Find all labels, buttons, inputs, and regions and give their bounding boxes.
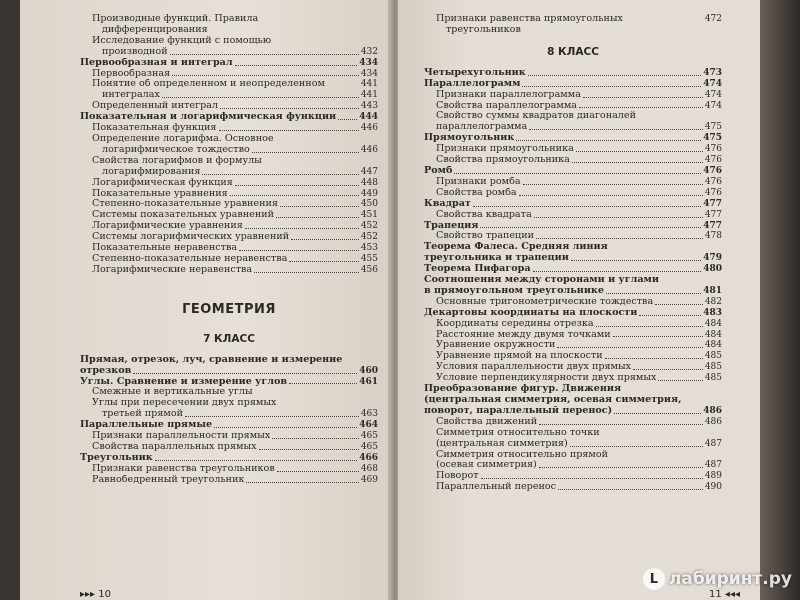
- toc-entry: [80, 178, 378, 189]
- toc-entry-page: 484: [704, 340, 722, 351]
- toc-entry-title: Основные тригонометрические тождества: [436, 296, 654, 307]
- toc-leader-dots: [606, 293, 701, 294]
- toc-entry-title: Признаки равенства треугольников: [92, 463, 275, 474]
- toc-entry: [80, 156, 378, 167]
- toc-entry-page: 464: [359, 420, 378, 431]
- toc-entry-page: 466: [359, 452, 378, 463]
- class-heading-7: 7 КЛАСС: [203, 332, 255, 345]
- toc-leader-dots: [614, 413, 701, 414]
- toc-entry: [424, 297, 722, 308]
- toc-entry: [424, 242, 722, 253]
- toc-entry-page: 489: [704, 471, 722, 482]
- toc-entry: [424, 471, 722, 482]
- toc-entry-title: Показательная и логарифмическая функции: [80, 112, 337, 123]
- toc-entry-title: Уравнение прямой на плоскости: [436, 351, 603, 362]
- toc-entry: [80, 464, 378, 475]
- toc-entry-page: 452: [360, 232, 378, 243]
- toc-entry: [80, 431, 378, 442]
- toc-entry-page: 443: [360, 101, 378, 112]
- toc-entry-page: 450: [360, 199, 378, 210]
- toc-entry-page: 469: [360, 474, 378, 485]
- toc-entry-title: Системы показательных уравнений: [92, 210, 275, 221]
- toc-entry: [80, 189, 378, 200]
- toc-leader-dots: [557, 347, 702, 348]
- toc-entry: [424, 406, 722, 417]
- toc-entry: [80, 442, 378, 453]
- toc-entry-title: Теорема Фалеса. Средняя линия: [424, 242, 608, 253]
- toc-entry-page: 444: [359, 112, 378, 123]
- toc-entry: [424, 166, 722, 177]
- toc-entry: [80, 101, 378, 112]
- toc-entry: [424, 275, 722, 286]
- toc-entry: [80, 377, 378, 388]
- toc-leader-dots: [155, 460, 357, 461]
- toc-entry-page: 476: [704, 144, 722, 155]
- toc-entry-page: 479: [703, 253, 722, 264]
- toc-entry-title: Прямоугольник: [424, 133, 515, 144]
- toc-list-grade7: [80, 355, 378, 486]
- toc-entry-title: Координаты середины отрезка: [436, 318, 594, 329]
- toc-entry-title: Равнобедренный треугольник: [92, 474, 245, 485]
- toc-entry-page: 486: [703, 405, 722, 416]
- toc-list-grade8: [424, 68, 722, 493]
- labirint-logo-icon: L: [643, 568, 665, 590]
- toc-entry-page: 474: [703, 78, 722, 89]
- toc-entry: [80, 398, 378, 409]
- toc-entry: [424, 90, 722, 101]
- toc-leader-dots: [534, 217, 703, 218]
- toc-entry-page: 434: [359, 57, 378, 68]
- toc-entry-title: (осевая симметрия): [436, 460, 537, 471]
- toc-entry: [80, 420, 378, 431]
- toc-entry: [424, 14, 722, 25]
- toc-entry-page: 487: [704, 438, 722, 449]
- toc-entry: [424, 177, 722, 188]
- toc-leader-dots: [277, 471, 359, 472]
- toc-entry: [80, 58, 378, 69]
- toc-entry-title: Свойство суммы квадратов диагоналей: [436, 111, 636, 122]
- page-number-right: 11 ◂◂◂: [709, 589, 740, 600]
- toc-leader-dots: [289, 261, 359, 262]
- toc-entry-page: 463: [360, 409, 378, 420]
- toc-entry-title: Свойство трапеции: [436, 231, 535, 242]
- toc-leader-dots: [162, 97, 359, 98]
- toc-entry: [80, 409, 378, 420]
- toc-leader-dots: [454, 173, 701, 174]
- toc-entry-page: 477: [703, 198, 722, 209]
- toc-entry: [424, 439, 722, 450]
- toc-leader-dots: [539, 424, 703, 425]
- toc-entry: [80, 14, 378, 25]
- toc-entry-page: 482: [704, 296, 722, 307]
- toc-entry: [424, 122, 722, 133]
- toc-entry: [80, 25, 378, 36]
- toc-entry-title: Параллельный перенос: [436, 482, 557, 493]
- toc-entry-page: 483: [703, 307, 722, 318]
- toc-entry-page: 476: [703, 165, 722, 176]
- toc-leader-dots: [633, 369, 703, 370]
- toc-entry: [80, 387, 378, 398]
- background-edge: [760, 0, 800, 600]
- toc-entry: [80, 36, 378, 47]
- toc-leader-dots: [259, 449, 359, 450]
- toc-entry-title: Симметрия относительно прямой: [436, 449, 609, 460]
- toc-leader-dots: [523, 184, 703, 185]
- toc-entry-title: Понятие об определенном и неопределенном: [92, 79, 325, 90]
- toc-entry: [80, 475, 378, 486]
- left-page: [20, 0, 392, 600]
- toc-entry-title: Четырехугольник: [424, 67, 526, 78]
- toc-entry-title: Логарифмические уравнения: [92, 221, 243, 232]
- toc-entry-title: Логарифмическая функция: [92, 177, 233, 188]
- toc-entry-page: 490: [704, 482, 722, 493]
- toc-entry-page: 432: [360, 46, 378, 57]
- toc-entry: [424, 101, 722, 112]
- toc-entry-page: 481: [703, 285, 722, 296]
- toc-entry: [424, 155, 722, 166]
- toc-entry-title: Показательная функция: [92, 123, 217, 134]
- toc-entry-title: Поворот: [436, 471, 479, 482]
- toc-leader-dots: [254, 272, 359, 273]
- toc-leader-dots: [605, 358, 703, 359]
- toc-entry: [424, 79, 722, 90]
- toc-entry-title: Признаки равенства прямоугольных: [436, 14, 623, 24]
- toc-leader-dots: [230, 195, 359, 196]
- toc-entry-page: 473: [703, 67, 722, 78]
- toc-entry-title: Первообразная и интеграл: [80, 57, 233, 68]
- toc-entry-page: 452: [360, 221, 378, 232]
- toc-entry-title: Расстояние между двумя точками: [436, 329, 611, 340]
- toc-leader-dots: [214, 427, 357, 428]
- toc-entry-title: Треугольник: [80, 452, 153, 463]
- toc-entry-title: Производные функций. Правила: [92, 14, 259, 24]
- toc-entry-title: Углы при пересечении двух прямых: [92, 398, 277, 409]
- toc-entry: [80, 47, 378, 58]
- toc-leader-dots: [245, 228, 359, 229]
- toc-entry-title: треугольника и трапеции: [424, 253, 569, 264]
- toc-entry-title: Условие перпендикулярности двух прямых: [436, 373, 657, 384]
- right-page: [398, 0, 760, 600]
- toc-leader-dots: [481, 478, 703, 479]
- toc-entry-title: логарифмическое тождество: [102, 144, 250, 155]
- toc-entry-page: 478: [704, 231, 722, 242]
- toc-entry: [424, 221, 722, 232]
- toc-leader-dots: [289, 383, 357, 384]
- toc-entry-page: 475: [703, 133, 722, 144]
- toc-entry: [80, 254, 378, 265]
- toc-leader-dots: [571, 260, 701, 261]
- toc-leader-dots: [529, 129, 703, 130]
- toc-entry: [80, 243, 378, 254]
- toc-entry: [424, 384, 722, 395]
- toc-entry-title: Показательные уравнения: [92, 188, 228, 199]
- toc-entry-title: Ромб: [424, 165, 453, 176]
- toc-entry: [424, 460, 722, 471]
- toc-entry-title: треугольников: [446, 24, 521, 35]
- toc-leader-dots: [291, 239, 359, 240]
- toc-leader-dots: [276, 217, 359, 218]
- toc-entry: [80, 265, 378, 276]
- toc-entry: [424, 308, 722, 319]
- toc-entry: [424, 144, 722, 155]
- toc-entry: [424, 25, 722, 36]
- toc-entry: [80, 79, 378, 90]
- page-number-left: ▸▸▸ 10: [80, 589, 111, 600]
- toc-entry-page: 456: [360, 264, 378, 275]
- toc-entry-title: Признаки прямоугольника: [436, 144, 574, 155]
- toc-list-algebra: [80, 14, 378, 276]
- toc-leader-dots: [655, 304, 703, 305]
- toc-entry-page: 451: [360, 210, 378, 221]
- toc-entry: [424, 428, 722, 439]
- toc-entry-title: Свойства логарифмов и формулы: [92, 155, 262, 166]
- toc-entry-page: 453: [360, 243, 378, 254]
- toc-entry-page: 485: [704, 362, 722, 373]
- toc-entry-title: в прямоугольном треугольнике: [424, 285, 604, 296]
- toc-entry-title: Признаки параллелограмма: [436, 89, 581, 100]
- toc-entry: [424, 210, 722, 221]
- toc-leader-dots: [536, 238, 703, 239]
- toc-leader-dots: [516, 140, 701, 141]
- toc-entry: [424, 188, 722, 199]
- toc-entry-title: Свойства параллельных прямых: [92, 442, 257, 452]
- toc-entry: [80, 199, 378, 210]
- toc-entry-title: Исследование функций с помощью: [92, 35, 272, 46]
- toc-entry-title: Преобразование фигур. Движения: [424, 384, 622, 395]
- toc-leader-dots: [172, 75, 359, 76]
- toc-entry-title: Трапеция: [424, 220, 479, 231]
- toc-entry-page: 448: [360, 177, 378, 188]
- toc-entry-page: 474: [704, 89, 722, 100]
- toc-entry-title: Признаки ромба: [436, 176, 521, 187]
- toc-entry-title: Степенно-показательные неравенства: [92, 253, 288, 264]
- toc-leader-dots: [219, 130, 359, 131]
- toc-entry: [424, 450, 722, 461]
- toc-leader-dots: [519, 195, 703, 196]
- toc-entry-title: поворот, параллельный перенос): [424, 405, 613, 416]
- toc-leader-dots: [658, 380, 702, 381]
- toc-entry: [424, 111, 722, 122]
- toc-leader-dots: [570, 446, 703, 447]
- toc-entry-title: Симметрия относительно точки: [436, 427, 600, 438]
- toc-entry-title: Углы. Сравнение и измерение углов: [80, 376, 288, 387]
- toc-leader-dots: [202, 174, 358, 175]
- toc-entry: [424, 482, 722, 493]
- toc-leader-dots: [239, 250, 359, 251]
- toc-entry: [80, 134, 378, 145]
- toc-leader-dots: [539, 467, 703, 468]
- toc-entry-page: 485: [704, 351, 722, 362]
- toc-entry-page: 465: [360, 442, 378, 452]
- toc-leader-dots: [596, 326, 703, 327]
- toc-entry: [424, 373, 722, 384]
- toc-entry-title: производной: [102, 46, 168, 57]
- toc-entry-title: Определенный интеграл: [92, 101, 219, 112]
- toc-entry-title: Соотношения между сторонами и углами: [424, 275, 660, 286]
- toc-entry-page: 484: [704, 318, 722, 329]
- toc-entry: [80, 232, 378, 243]
- toc-entry-title: Смежные и вертикальные углы: [92, 387, 253, 398]
- toc-entry-page: 446: [360, 123, 378, 134]
- toc-entry: [424, 199, 722, 210]
- toc-entry-page: 465: [360, 431, 378, 442]
- toc-entry-title: (центральная симметрия, осевая симметрия,: [424, 395, 682, 405]
- toc-leader-dots: [280, 206, 359, 207]
- section-title-geometry: ГЕОМЕТРИЯ: [182, 301, 276, 317]
- toc-entry-title: Системы логарифмических уравнений: [92, 232, 290, 243]
- toc-entry-page: 455: [360, 253, 378, 264]
- toc-entry: [80, 221, 378, 232]
- toc-entry: [424, 231, 722, 242]
- toc-leader-dots: [235, 65, 358, 66]
- toc-leader-dots: [639, 315, 701, 316]
- toc-entry: [424, 286, 722, 297]
- toc-entry-page: 485: [704, 373, 722, 384]
- toc-entry: [424, 264, 722, 275]
- toc-entry-page: 484: [704, 329, 722, 340]
- toc-entry-page: 477: [703, 220, 722, 231]
- toc-entry-page: 474: [704, 100, 722, 111]
- toc-entry-title: Уравнение окружности: [436, 340, 556, 351]
- toc-leader-dots: [220, 108, 359, 109]
- toc-entry-title: Прямая, отрезок, луч, сравнение и измерение: [80, 354, 343, 365]
- toc-entry-title: Степенно-показательные уравнения: [92, 199, 278, 210]
- toc-entry-page: 460: [359, 365, 378, 376]
- toc-entry: [80, 366, 378, 377]
- toc-leader-dots: [133, 373, 357, 374]
- toc-entry-title: Логарифмические неравенства: [92, 264, 253, 275]
- toc-entry-title: Квадрат: [424, 198, 471, 209]
- toc-entry-page: 475: [704, 122, 722, 133]
- toc-entry-title: Признаки параллельности прямых: [92, 431, 271, 442]
- toc-entry-title: дифференцирования: [102, 24, 208, 35]
- toc-entry: [80, 355, 378, 366]
- toc-entry-page: 480: [703, 264, 722, 275]
- toc-entry-title: интегралах: [102, 90, 160, 101]
- toc-entry: [80, 167, 378, 178]
- toc-entry: [80, 112, 378, 123]
- toc-entry-title: Определение логарифма. Основное: [92, 133, 274, 144]
- toc-leader-dots: [170, 54, 359, 55]
- toc-entry: [424, 395, 722, 406]
- watermark: [643, 568, 792, 590]
- toc-entry: [80, 69, 378, 80]
- toc-entry-page: 441: [360, 79, 378, 90]
- toc-leader-dots: [235, 185, 359, 186]
- toc-entry-page: 487: [704, 460, 722, 471]
- toc-leader-dots: [576, 151, 703, 152]
- toc-entry: [80, 123, 378, 134]
- class-heading-8: 8 КЛАСС: [547, 45, 599, 58]
- toc-entry-title: Показательные неравенства: [92, 243, 238, 254]
- toc-leader-dots: [473, 206, 701, 207]
- toc-entry-page: 476: [704, 187, 722, 198]
- toc-entry-page: 447: [360, 166, 378, 177]
- toc-entry: [424, 340, 722, 351]
- toc-entry-page: 434: [360, 68, 378, 79]
- toc-entry-title: Условия параллельности двух прямых: [436, 362, 632, 373]
- toc-leader-dots: [338, 119, 357, 120]
- toc-entry-title: отрезков: [80, 365, 132, 376]
- toc-entry: [80, 145, 378, 156]
- toc-entry-title: логарифмирования: [102, 166, 201, 177]
- toc-leader-dots: [579, 107, 703, 108]
- toc-entry-page: 441: [360, 90, 378, 101]
- toc-leader-dots: [272, 438, 359, 439]
- toc-leader-dots: [558, 489, 703, 490]
- toc-entry-page: 477: [704, 209, 722, 220]
- toc-entry: [424, 68, 722, 79]
- toc-entry-title: Первообразная: [92, 68, 171, 79]
- toc-entry-title: третьей прямой: [102, 409, 183, 420]
- toc-list-grade7-cont: [424, 14, 722, 36]
- toc-entry-title: Свойства движений: [436, 416, 538, 427]
- toc-leader-dots: [252, 152, 359, 153]
- toc-entry-title: Параллелограмм: [424, 78, 521, 89]
- toc-entry-title: Теорема Пифагора: [424, 264, 531, 275]
- toc-leader-dots: [522, 86, 701, 87]
- toc-leader-dots: [613, 336, 703, 337]
- toc-leader-dots: [572, 162, 703, 163]
- toc-entry-title: Свойства квадрата: [436, 209, 532, 220]
- toc-entry-page: 461: [359, 376, 378, 387]
- toc-entry-page: 446: [360, 144, 378, 155]
- toc-entry: [424, 253, 722, 264]
- toc-leader-dots: [480, 227, 701, 228]
- toc-entry-title: Свойства прямоугольника: [436, 155, 570, 166]
- toc-leader-dots: [533, 271, 702, 272]
- toc-entry-title: Декартовы координаты на плоскости: [424, 307, 638, 318]
- toc-entry-title: Свойства ромба: [436, 187, 517, 198]
- toc-entry-page: 486: [704, 416, 722, 427]
- toc-leader-dots: [583, 97, 703, 98]
- toc-entry: [80, 90, 378, 101]
- toc-entry: [80, 453, 378, 464]
- toc-entry-title: Свойства параллелограмма: [436, 100, 578, 111]
- toc-leader-dots: [528, 75, 701, 76]
- toc-entry: [424, 319, 722, 330]
- toc-entry-title: Параллельные прямые: [80, 420, 213, 431]
- toc-entry-page: 449: [360, 188, 378, 199]
- toc-entry-page: 468: [360, 463, 378, 474]
- toc-entry: [424, 417, 722, 428]
- toc-entry: [424, 351, 722, 362]
- toc-entry: [424, 362, 722, 373]
- toc-entry-page: 472: [704, 14, 722, 24]
- toc-entry-page: 476: [704, 176, 722, 187]
- toc-entry: [424, 330, 722, 341]
- toc-entry-title: параллелограмма: [436, 122, 528, 133]
- toc-leader-dots: [246, 482, 358, 483]
- toc-leader-dots: [185, 416, 359, 417]
- toc-entry-page: 476: [704, 155, 722, 166]
- toc-entry: [80, 210, 378, 221]
- toc-entry: [424, 133, 722, 144]
- toc-entry-title: (центральная симметрия): [436, 438, 568, 449]
- watermark-text: лабиринт.ру: [668, 569, 792, 589]
